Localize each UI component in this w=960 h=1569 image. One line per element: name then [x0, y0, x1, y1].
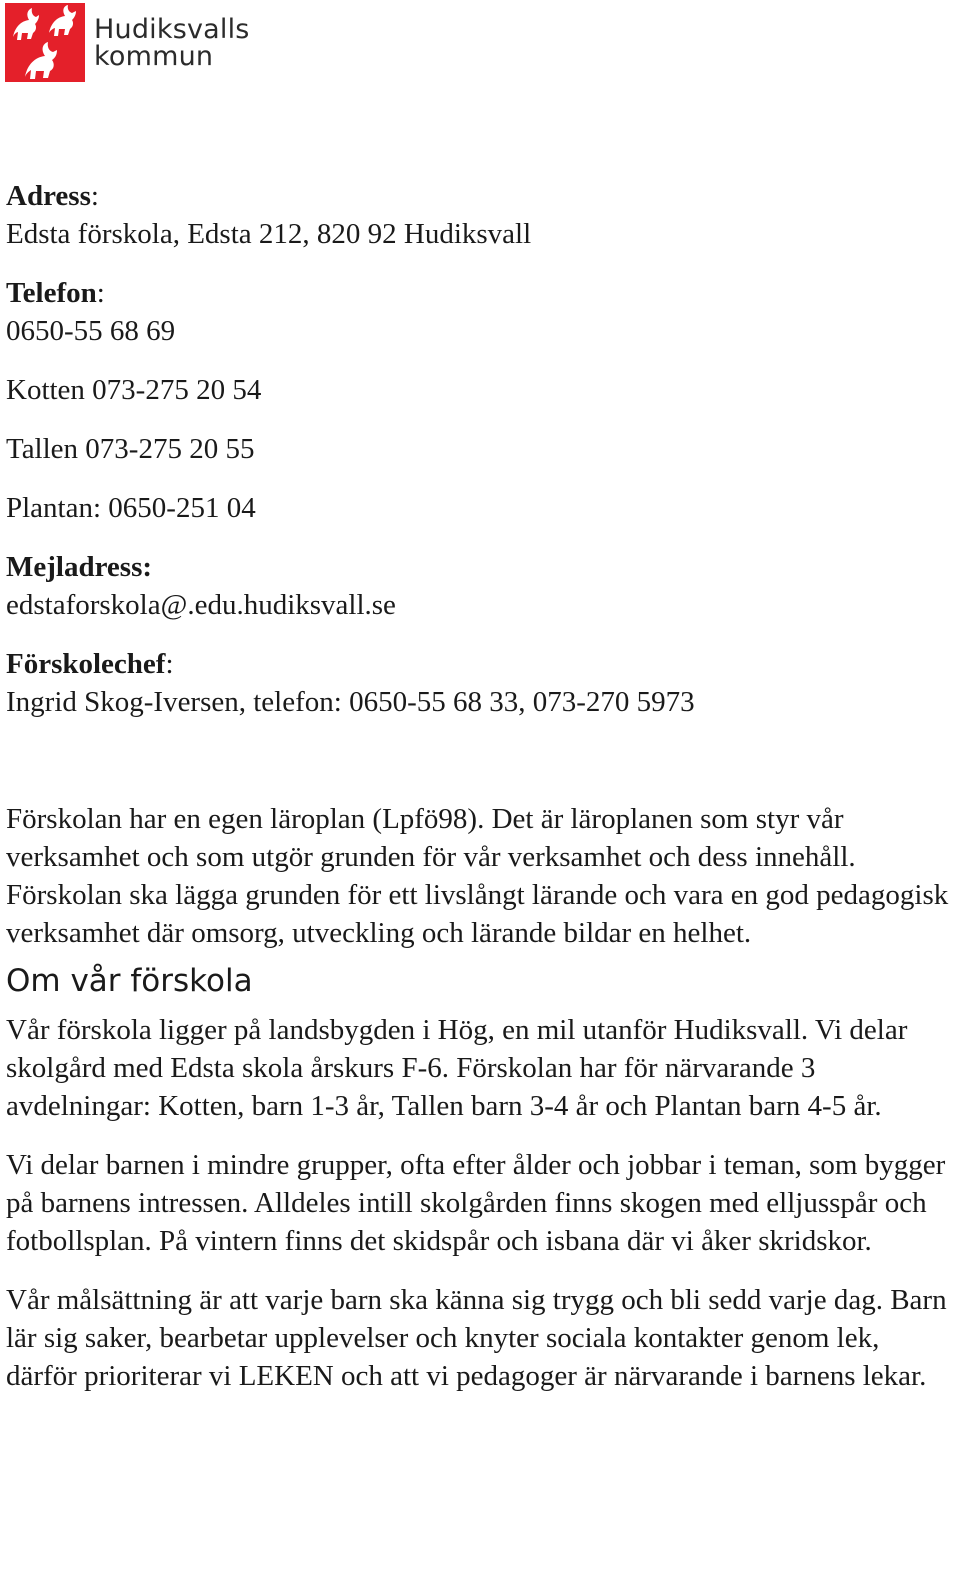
logo-wordmark [94, 13, 250, 72]
head-value: Ingrid Skog-Iversen, telefon: 0650-55 68 33, 073-270 5973 [6, 686, 695, 718]
head-label: Förskolechef [6, 648, 166, 680]
about-paragraph-1: Vår förskola ligger på landsbygden i Hög, en mil utanför Hudiksvall. Vi delar skolgård med Edsta skola årskurs F-6. Förskolan har för närvarande 3 avdelningar: Kotten, barn 1-3 år, Tallen barn 3-4 år och Plantan barn 4-5 år. [6, 1014, 908, 1122]
about-paragraph-3: Vår målsättning är att varje barn ska känna sig trygg och bli sedd varje dag. Barn lär sig saker, bearbetar upplevelser och knyter sociala kontakter genom lek, därför prioriterar vi LEKEN och att vi pedagoger är närvarande i barnens lekar. [6, 1284, 947, 1392]
email-block [6, 548, 956, 624]
document-content [6, 177, 956, 1395]
email-label: Mejladress: [6, 551, 153, 583]
phone-colon: : [96, 277, 105, 309]
about-paragraph-2: Vi delar barnen i mindre grupper, ofta efter ålder och jobbar i teman, som bygger på barnens intressen. Alldeles intill skolgården finns skogen med elljusspår och fotbollsplan. På vintern finns det skidspår och isbana där vi åker skridskor. [6, 1149, 946, 1257]
email-value: edstaforskola@.edu.hudiksvall.se [6, 589, 396, 621]
phone-block [6, 274, 956, 350]
head-block [6, 645, 956, 721]
logo-line-1: Hudiksvalls [94, 13, 250, 45]
address-value: Edsta förskola, Edsta 212, 820 92 Hudiksvall [6, 218, 532, 250]
phone-tallen: Tallen 073-275 20 55 [6, 433, 255, 465]
about-heading: Om vår förskola [6, 963, 253, 999]
logo-line-2: kommun [94, 40, 214, 72]
phone-main: 0650-55 68 69 [6, 315, 176, 347]
address-label: Adress [6, 180, 91, 212]
address-block [6, 177, 956, 253]
phone-plantan: Plantan: 0650-251 04 [6, 492, 256, 524]
head-colon: : [165, 648, 174, 680]
hudiksvall-logo [5, 3, 250, 82]
goat-emblem-icon [5, 3, 85, 82]
phone-kotten: Kotten 073-275 20 54 [6, 374, 262, 406]
phone-label: Telefon [6, 277, 97, 309]
intro-paragraph: Förskolan har en egen läroplan (Lpfö98). Det är läroplanen som styr vår verksamhet och som utgör grunden för vår verksamhet och dess innehåll. Förskolan ska lägga grunden för ett livslångt lärande och vara en god pedagogisk verksamhet där omsorg, utveckling och lärande bildar en helhet. [6, 803, 949, 949]
address-colon: : [90, 180, 99, 212]
